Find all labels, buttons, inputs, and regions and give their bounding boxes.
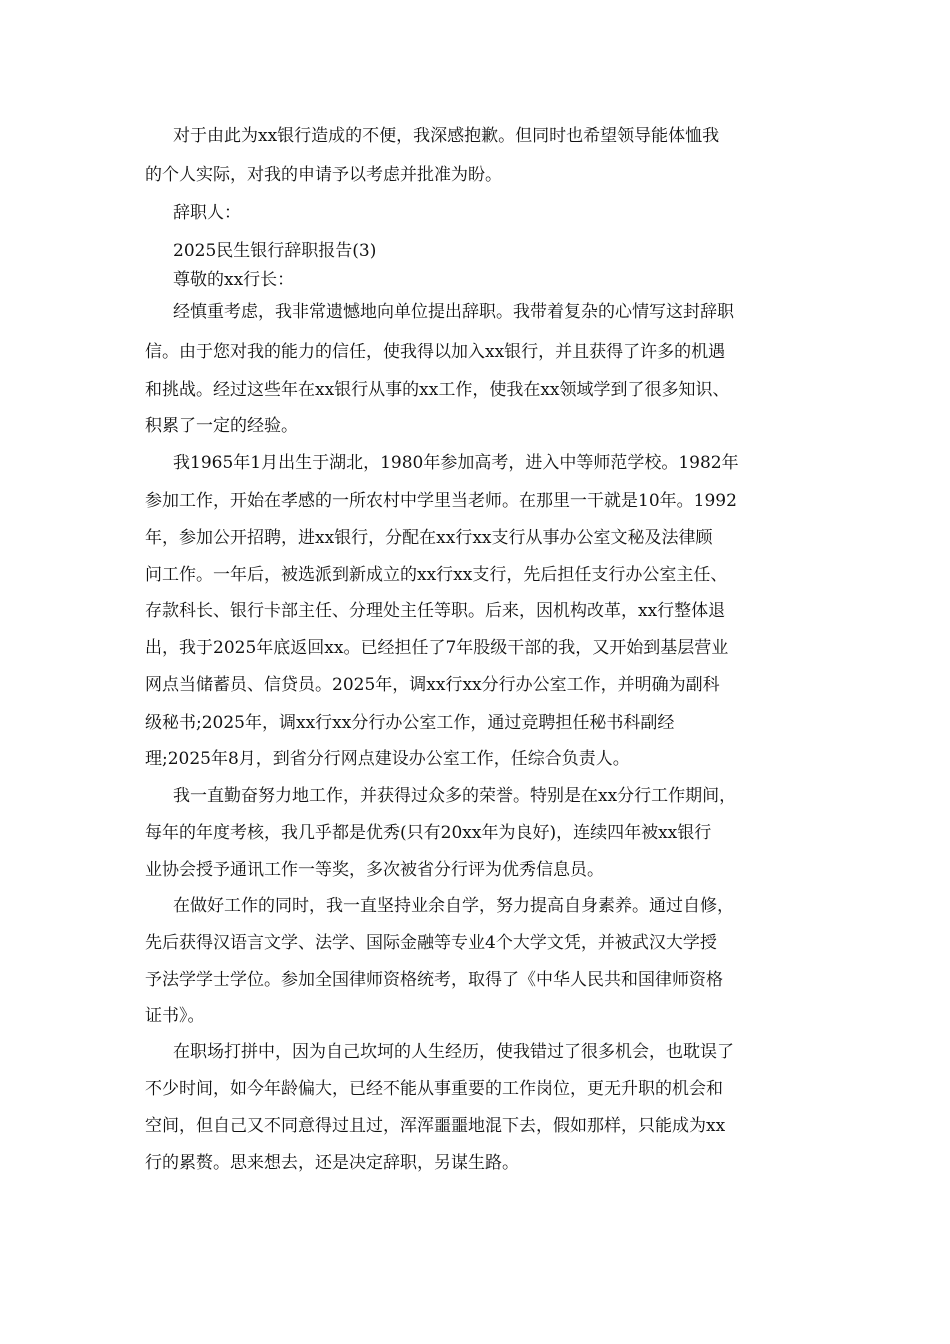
text-line: 出，我于2025年底返回xx。已经担任了7年股级干部的我，又开始到基层营业 xyxy=(145,638,729,658)
text-line: 网点当储蓄员、信贷员。2025年，调xx行xx分行办公室工作，并明确为副科 xyxy=(145,675,720,695)
text-line: 每年的年度考核，我几乎都是优秀(只有20xx年为良好)，连续四年被xx银行 xyxy=(145,823,712,843)
text-line: 存款科长、银行卡部主任、分理处主任等职。后来，因机构改革，xx行整体退 xyxy=(145,601,726,621)
text-line: 辞职人： xyxy=(173,203,241,223)
text-line: 信。由于您对我的能力的信任，使我得以加入xx银行，并且获得了许多的机遇 xyxy=(145,342,726,362)
text-line: 和挑战。经过这些年在xx银行从事的xx工作，使我在xx领域学到了很多知识、 xyxy=(145,380,730,400)
text-line: 的个人实际，对我的申请予以考虑并批准为盼。 xyxy=(145,165,502,185)
text-line: 问工作。一年后，被选派到新成立的xx行xx支行，先后担任支行办公室主任、 xyxy=(145,565,728,585)
text-line: 不少时间，如今年龄偏大，已经不能从事重要的工作岗位，更无升职的机会和 xyxy=(145,1079,723,1099)
text-line: 积累了一定的经验。 xyxy=(145,416,298,436)
text-line: 业协会授予通讯工作一等奖，多次被省分行评为优秀信息员。 xyxy=(145,860,604,880)
text-line: 予法学学士学位。参加全国律师资格统考，取得了《中华人民共和国律师资格 xyxy=(145,970,723,990)
text-line: 参加工作，开始在孝感的一所农村中学里当老师。在那里一干就是10年。1992 xyxy=(145,491,737,511)
text-line: 对于由此为xx银行造成的不便，我深感抱歉。但同时也希望领导能体恤我 xyxy=(173,126,720,146)
text-line: 我一直勤奋努力地工作，并获得过众多的荣誉。特别是在xx分行工作期间， xyxy=(173,786,737,806)
text-line: 证书》。 xyxy=(145,1006,205,1026)
section-heading: 2025民生银行辞职报告(3) xyxy=(173,241,377,261)
text-line: 理;2025年8月，到省分行网点建设办公室工作，任综合负责人。 xyxy=(145,749,630,769)
text-line: 年，参加公开招聘，进xx银行，分配在xx行xx支行从事办公室文秘及法律顾 xyxy=(145,528,713,548)
text-line: 在职场打拼中，因为自己坎坷的人生经历，使我错过了很多机会，也耽误了 xyxy=(173,1042,734,1062)
salutation: 尊敬的xx行长： xyxy=(173,270,295,290)
text-line: 在做好工作的同时，我一直坚持业余自学，努力提高自身素养。通过自修， xyxy=(173,896,734,916)
text-line: 级秘书;2025年，调xx行xx分行办公室工作，通过竞聘担任秘书科副经 xyxy=(145,713,675,733)
text-line: 我1965年1月出生于湖北，1980年参加高考，进入中等师范学校。1982年 xyxy=(173,453,739,473)
text-line: 行的累赘。思来想去，还是决定辞职，另谋生路。 xyxy=(145,1153,519,1173)
text-line: 空间，但自己又不同意得过且过，浑浑噩噩地混下去，假如那样，只能成为xx xyxy=(145,1116,726,1136)
text-line: 经慎重考虑，我非常遗憾地向单位提出辞职。我带着复杂的心情写这封辞职 xyxy=(173,302,734,322)
text-line: 先后获得汉语言文学、法学、国际金融等专业4个大学文凭，并被武汉大学授 xyxy=(145,933,717,953)
